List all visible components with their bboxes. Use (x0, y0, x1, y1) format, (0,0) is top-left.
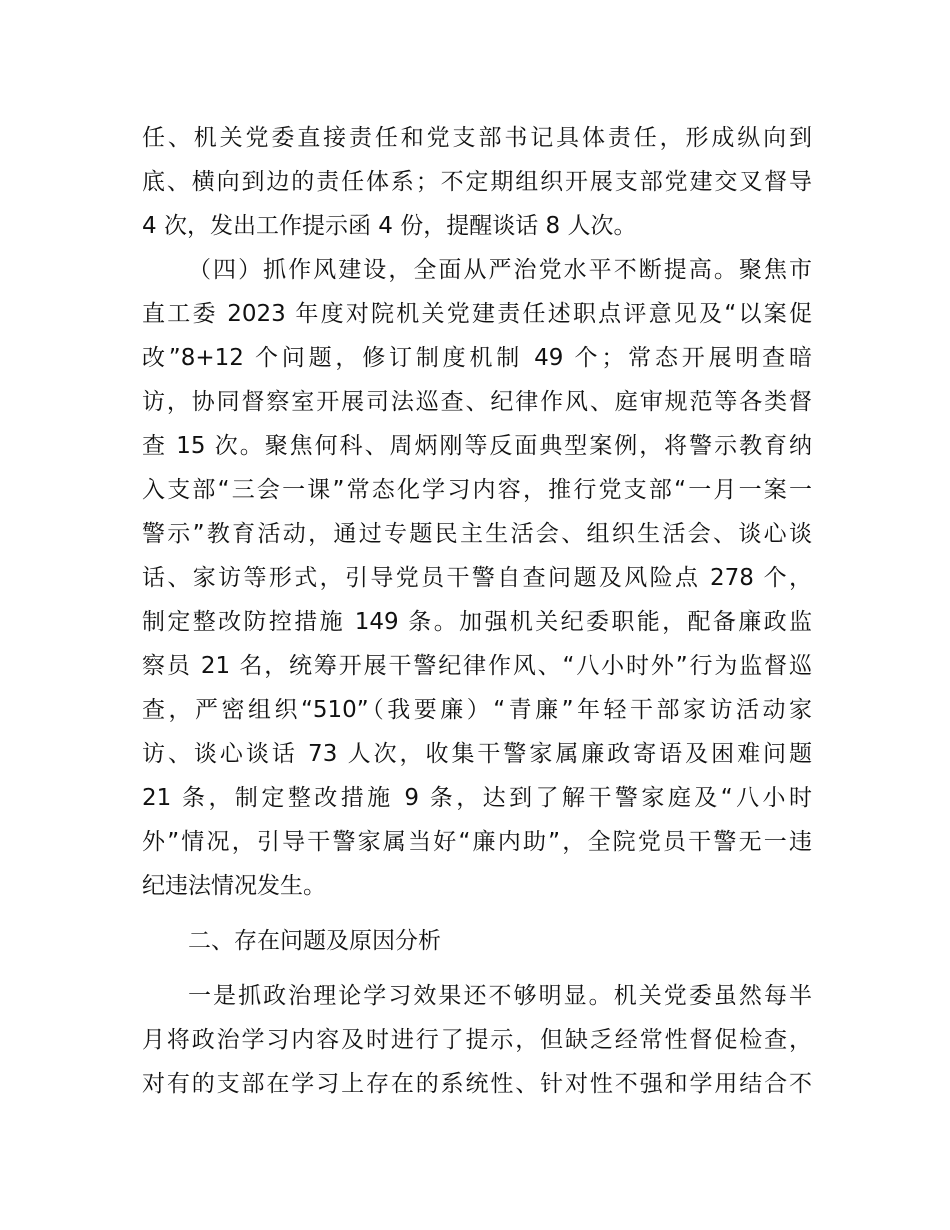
text-line: 警示”教育活动，通过专题民主生活会、组织生活会、谈心谈 (142, 521, 812, 547)
paragraph-work-style (142, 248, 812, 908)
text-line: 制定整改防控措施 149 条。加强机关纪委职能，配备廉政监 (142, 609, 812, 635)
text-line: 一是抓政治理论学习效果还不够明显。机关党委虽然每半 (188, 983, 812, 1009)
text-line: （四）抓作风建设，全面从严治党水平不断提高。聚焦市 (188, 257, 812, 283)
document-page (142, 116, 812, 1106)
text-line: 底、横向到边的责任体系；不定期组织开展支部党建交叉督导 (142, 169, 812, 195)
text-line: 查 15 次。聚焦何科、周炳刚等反面典型案例，将警示教育纳 (142, 433, 812, 459)
text-line: 对有的支部在学习上存在的系统性、针对性不强和学用结合不 (142, 1071, 812, 1097)
paragraph-responsibility-system (142, 116, 812, 248)
text-line: 话、家访等形式，引导党员干警自查问题及风险点 278 个， (142, 565, 812, 591)
paragraph-political-study (142, 974, 812, 1106)
text-line: 4 次，发出工作提示函 4 份，提醒谈话 8 人次。 (142, 213, 637, 239)
text-line: 月将政治学习内容及时进行了提示，但缺乏经常性督促检查， (142, 1027, 812, 1053)
text-line: 察员 21 名，统筹开展干警纪律作风、“八小时外”行为监督巡 (142, 653, 812, 679)
text-line: 查，严密组织“510”（我要廉）“青廉”年轻干部家访活动家 (142, 697, 812, 723)
section-heading: 二、存在问题及原因分析 (188, 928, 441, 954)
text-line: 任、机关党委直接责任和党支部书记具体责任，形成纵向到 (142, 125, 812, 151)
text-line: 纪违法情况发生。 (142, 873, 326, 899)
text-line: 访，协同督察室开展司法巡查、纪律作风、庭审规范等各类督 (142, 389, 812, 415)
text-line: 直工委 2023 年度对院机关党建责任述职点评意见及“以案促 (142, 301, 812, 327)
text-line: 21 条，制定整改措施 9 条，达到了解干警家庭及“八小时 (142, 785, 812, 811)
text-line: 外”情况，引导干警家属当好“廉内助”，全院党员干警无一违 (142, 829, 812, 855)
text-line: 改”8+12 个问题，修订制度机制 49 个；常态开展明查暗 (142, 345, 812, 371)
text-line: 入支部“三会一课”常态化学习内容，推行党支部“一月一案一 (142, 477, 812, 503)
text-line: 访、谈心谈话 73 人次，收集干警家属廉政寄语及困难问题 (142, 741, 812, 767)
